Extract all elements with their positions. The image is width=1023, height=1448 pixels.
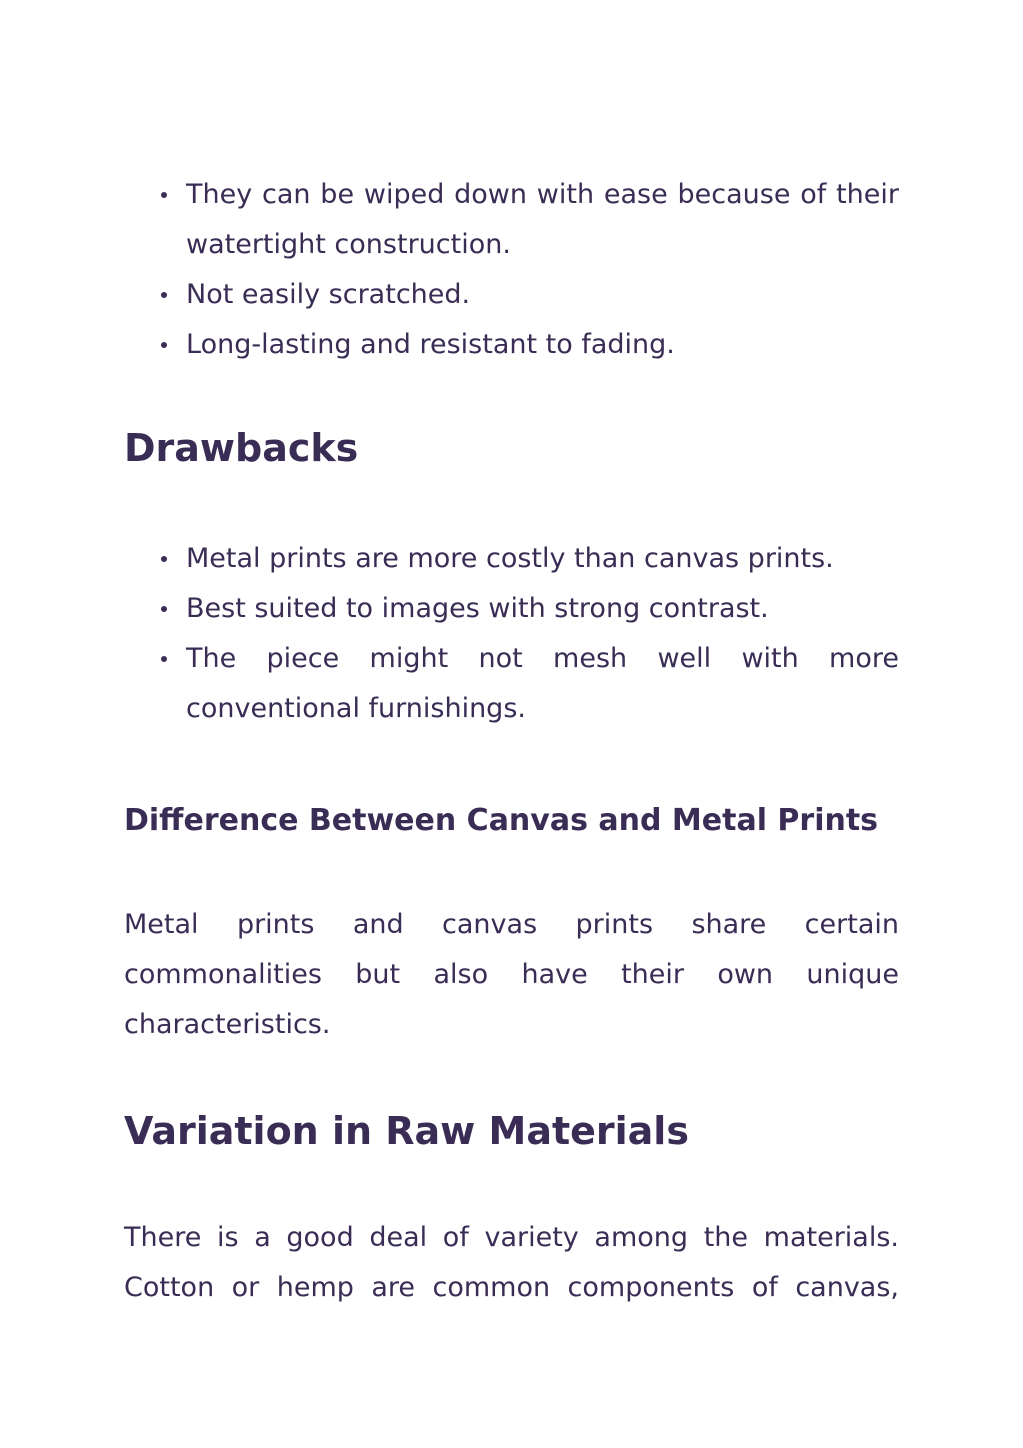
list-item-text: They can be wiped down with ease because of their watertight construction. xyxy=(186,179,899,260)
list-item-text: Long-lasting and resistant to fading. xyxy=(186,329,675,360)
bullet-icon xyxy=(161,192,167,198)
bullet-icon xyxy=(161,342,167,348)
list-item-text: The piece might not mesh well with more conventional furnishings. xyxy=(186,643,899,724)
list-item-text: Best suited to images with strong contrast. xyxy=(186,593,769,624)
bullet-icon xyxy=(161,556,167,562)
list-item xyxy=(124,534,899,584)
document-page xyxy=(124,170,899,1313)
benefits-list xyxy=(124,170,899,370)
list-item xyxy=(124,170,899,270)
variation-paragraph: There is a good deal of variety among the materials. Cotton or hemp are common components of canvas, xyxy=(124,1222,899,1303)
bullet-icon xyxy=(161,656,167,662)
list-item xyxy=(124,320,899,370)
bullet-icon xyxy=(161,292,167,298)
variation-heading: Variation in Raw Materials xyxy=(124,1109,689,1153)
drawbacks-heading: Drawbacks xyxy=(124,426,359,470)
bullet-icon xyxy=(161,606,167,612)
difference-heading: Difference Between Canvas and Metal Prints xyxy=(124,803,879,838)
drawbacks-list xyxy=(124,534,899,734)
list-item-text: Metal prints are more costly than canvas prints. xyxy=(186,543,834,574)
list-item-text: Not easily scratched. xyxy=(186,279,471,310)
difference-paragraph: Metal prints and canvas prints share certain commonalities but also have their own unique characteristics. xyxy=(124,909,899,1040)
list-item xyxy=(124,584,899,634)
list-item xyxy=(124,270,899,320)
list-item xyxy=(124,634,899,734)
